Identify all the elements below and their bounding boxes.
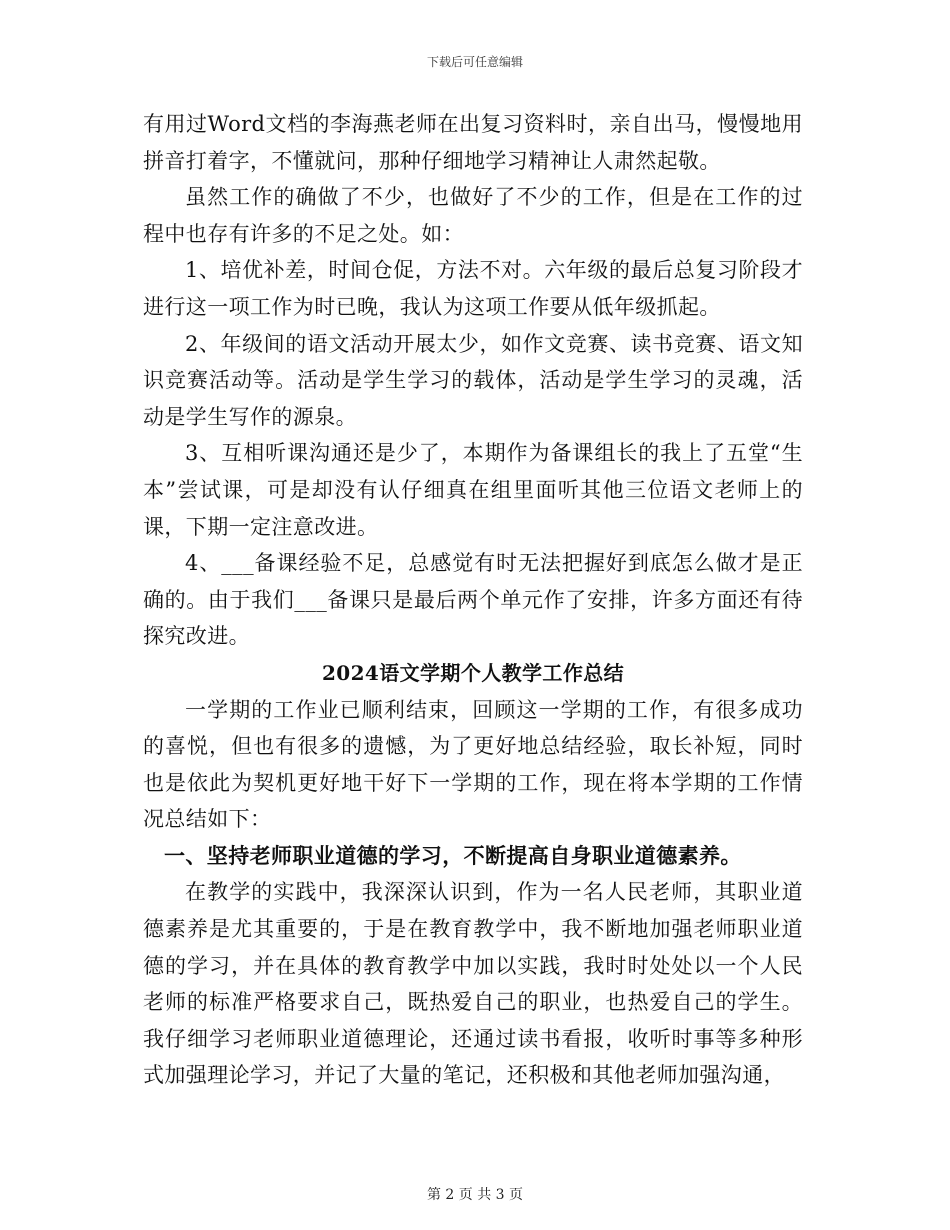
- list-item-4: 4、___备课经验不足，总感觉有时无法把握好到底怎么做才是正确的。由于我们___备课只是最后两个单元作了安排，许多方面还有待探究改进。: [143, 551, 803, 649]
- document-body: [143, 106, 803, 1094]
- paragraph-ethics: 在教学的实践中，我深深认识到，作为一名人民老师，其职业道德素养是尤其重要的，于是在教育教学中，我不断地加强老师职业道德的学习，并在具体的教育教学中加以实践，我时时处处以一个人民老师的标准严格要求自己，既热爱自己的职业，也热爱自己的学生。我仔细学习老师职业道德理论，还通过读书看报，收听时事等多种形式加强理论学习，并记了大量的笔记，还积极和其他老师加强沟通，: [143, 880, 803, 1088]
- paragraph-intro: 一学期的工作业已顺利结束，回顾这一学期的工作，有很多成功的喜悦，但也有很多的遗憾，为了更好地总结经验，取长补短，同时也是依此为契机更好地干好下一学期的工作，现在将本学期的工作情况总结如下：: [143, 697, 803, 832]
- section-heading-1: 一、坚持老师职业道德的学习，不断提高自身职业道德素养。: [164, 842, 742, 868]
- paragraph-shortcomings-intro: 虽然工作的确做了不少，也做好了不少的工作，但是在工作的过程中也存有许多的不足之处。如：: [143, 185, 803, 246]
- list-item-1: 1、培优补差，时间仓促，方法不对。六年级的最后总复习阶段才进行这一项工作为时已晚，我认为这项工作要从低年级抓起。: [143, 258, 803, 319]
- page-header: 下载后可任意编辑: [426, 55, 523, 69]
- paragraph-continued: 有用过Word文档的李海燕老师在出复习资料时，亲自出马，慢慢地用拼音打着字，不懂就问，那种仔细地学习精神让人肃然起敬。: [143, 112, 803, 173]
- section-title: 2024语文学期个人教学工作总结: [321, 660, 625, 685]
- page-footer: 第 2 页 共 3 页: [426, 1187, 524, 1203]
- list-item-2: 2、年级间的语文活动开展太少，如作文竞赛、读书竞赛、语文知识竞赛活动等。活动是学生学习的载体，活动是学生学习的灵魂，活动是学生写作的源泉。: [143, 331, 803, 429]
- list-item-3: 3、互相听课沟通还是少了，本期作为备课组长的我上了五堂“生本”尝试课，可是却没有认仔细真在组里面听其他三位语文老师上的课，下期一定注意改进。: [143, 441, 803, 539]
